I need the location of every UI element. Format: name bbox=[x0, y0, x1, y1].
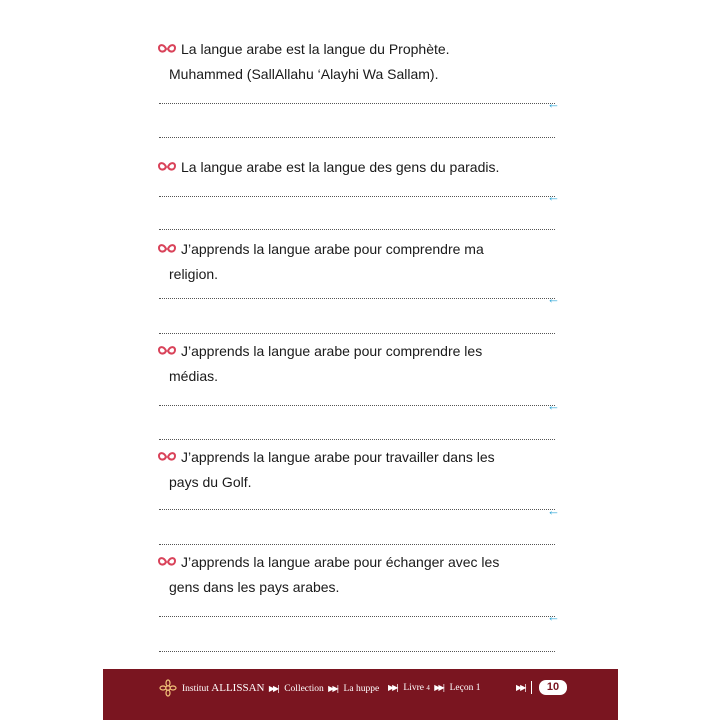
answer-line[interactable] bbox=[159, 509, 555, 510]
flower-logo-icon bbox=[159, 679, 177, 697]
arrow-left-icon: ← bbox=[547, 609, 560, 624]
statement-text: J’apprends la langue arabe pour travailler dans les bbox=[181, 449, 495, 465]
answer-line[interactable] bbox=[159, 405, 555, 406]
ornament-icon bbox=[157, 451, 177, 463]
ornament-icon bbox=[157, 43, 177, 55]
footer-lesson-info bbox=[386, 682, 480, 694]
arrow-left-icon: ← bbox=[547, 503, 560, 518]
answer-line[interactable] bbox=[159, 651, 555, 652]
statement-text-continued: médias. bbox=[169, 368, 219, 384]
livre-label: Livre bbox=[403, 683, 424, 693]
statement-text: J’apprends la langue arabe pour comprendre les bbox=[181, 343, 483, 359]
statement-text-continued: gens dans les pays arabes. bbox=[169, 579, 340, 595]
page-number: 10 bbox=[539, 680, 567, 695]
answer-line[interactable] bbox=[159, 333, 555, 334]
lecon-label: Leçon 1 bbox=[449, 683, 481, 693]
arrow-left-icon: ← bbox=[547, 189, 560, 204]
collection-label: Collection bbox=[284, 684, 324, 694]
ornament-icon bbox=[157, 161, 177, 173]
arrow-left-icon: ← bbox=[547, 96, 560, 111]
skip-forward-icon: ▶▶| bbox=[388, 683, 397, 692]
institut-name: ALLISSAN bbox=[211, 682, 265, 694]
answer-line[interactable] bbox=[159, 229, 555, 230]
footer-breadcrumb bbox=[182, 682, 379, 695]
separator bbox=[531, 681, 532, 694]
ornament-icon bbox=[157, 243, 177, 255]
livre-number: 4 bbox=[426, 684, 430, 692]
answer-line[interactable] bbox=[159, 616, 555, 617]
statement-text: La langue arabe est la langue des gens du paradis. bbox=[181, 159, 500, 175]
ornament-icon bbox=[157, 556, 177, 568]
collection-name: La huppe bbox=[343, 684, 380, 694]
answer-line[interactable] bbox=[159, 439, 555, 440]
statement-text: J’apprends la langue arabe pour comprendre ma bbox=[181, 241, 484, 257]
skip-forward-icon: ▶▶| bbox=[434, 683, 444, 692]
statement-text: J’apprends la langue arabe pour échanger avec les bbox=[181, 554, 500, 570]
answer-line[interactable] bbox=[159, 103, 555, 104]
statement-text-continued: pays du Golf. bbox=[169, 474, 252, 490]
arrow-left-icon: ← bbox=[547, 398, 560, 413]
statement-text-continued: religion. bbox=[169, 266, 219, 282]
answer-line[interactable] bbox=[159, 544, 555, 545]
answer-line[interactable] bbox=[159, 298, 555, 299]
skip-forward-icon: ▶▶| bbox=[268, 684, 278, 693]
page-footer bbox=[103, 669, 618, 720]
arrow-left-icon: ← bbox=[547, 291, 560, 306]
answer-line[interactable] bbox=[159, 137, 555, 138]
institut-label: Institut bbox=[182, 684, 209, 694]
statement-text: La langue arabe est la langue du Prophète. bbox=[181, 41, 450, 57]
ornament-icon bbox=[157, 345, 177, 357]
statement-text-continued: Muhammed (SallAllahu ‘Alayhi Wa Sallam). bbox=[169, 66, 439, 82]
answer-line[interactable] bbox=[159, 196, 555, 197]
skip-forward-icon: ▶▶| bbox=[516, 683, 525, 692]
skip-forward-icon: ▶▶| bbox=[328, 684, 338, 693]
